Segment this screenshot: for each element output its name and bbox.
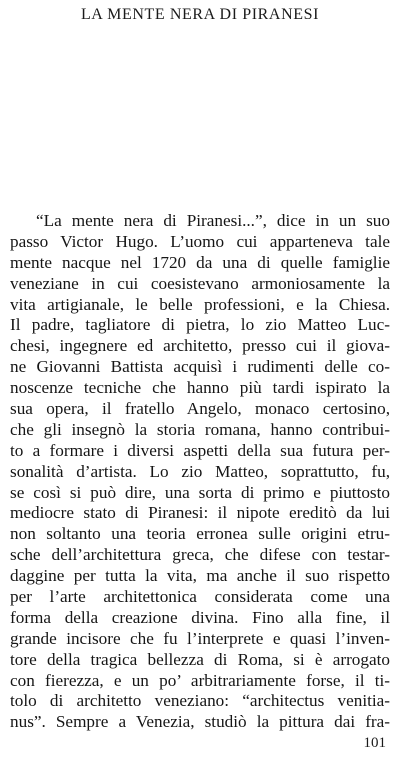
text-line: se così si può dire, una sorta di primo e piuttosto — [10, 482, 390, 502]
text-line: mediocre stato di Piranesi: il nipote ereditò da lui — [10, 503, 390, 523]
page-number: 101 — [363, 735, 386, 751]
text-line: daggine per tutta la vita, ma anche il suo rispetto — [10, 566, 390, 586]
text-line: che gli insegnò la storia romana, hanno contribui- — [10, 419, 390, 439]
body-text — [10, 211, 390, 733]
text-line: tolo di architetto veneziano: “architectus venitia- — [10, 691, 390, 711]
text-line: tore della tragica bellezza di Roma, si è arrogato — [10, 649, 390, 669]
text-line: “La mente nera di Piranesi...”, dice in un suo — [36, 211, 390, 230]
text-line: grande incisore che fu l’interprete e quasi l’inven- — [10, 628, 390, 648]
text-line: Il padre, tagliatore di pietra, lo zio Matteo Luc- — [10, 315, 390, 335]
text-line: sche dell’architettura greca, che difese con testar- — [10, 545, 390, 565]
running-head: LA MENTE NERA DI PIRANESI — [80, 6, 320, 23]
text-line: vita artigianale, le belle professioni, e la Chiesa. — [10, 294, 390, 314]
text-line: sonalità d’artista. Lo zio Matteo, soprattutto, fu, — [10, 461, 390, 481]
text-line: sua opera, il fratello Angelo, monaco certosino, — [10, 399, 390, 419]
text-line: per l’arte architettonica considerata come una — [10, 587, 390, 607]
text-line: mente nacque nel 1720 da una di quelle famiglie — [10, 252, 390, 272]
text-line: to a formare i diversi aspetti della sua futura per- — [10, 440, 390, 460]
text-line: chesi, ingegnere ed architetto, presso cui il giova- — [10, 336, 390, 356]
text-line: forma della creazione divina. Fino alla fine, il — [10, 607, 390, 627]
text-line: ne Giovanni Battista acquisì i rudimenti delle co- — [10, 357, 390, 377]
text-line: noscenze tecniche che hanno più tardi ispirato la — [10, 378, 390, 398]
text-line: veneziane in cui coesistevano armoniosamente la — [10, 273, 390, 293]
text-line: con fierezza, e un po’ arbitrariamente forse, il ti- — [10, 670, 390, 690]
text-line: passo Victor Hugo. L’uomo cui apparteneva tale — [10, 231, 390, 251]
text-line: non soltanto una teoria erronea sulle origini etru- — [10, 524, 390, 544]
text-line: nus”. Sempre a Venezia, studiò la pittura dai fra- — [10, 712, 390, 732]
